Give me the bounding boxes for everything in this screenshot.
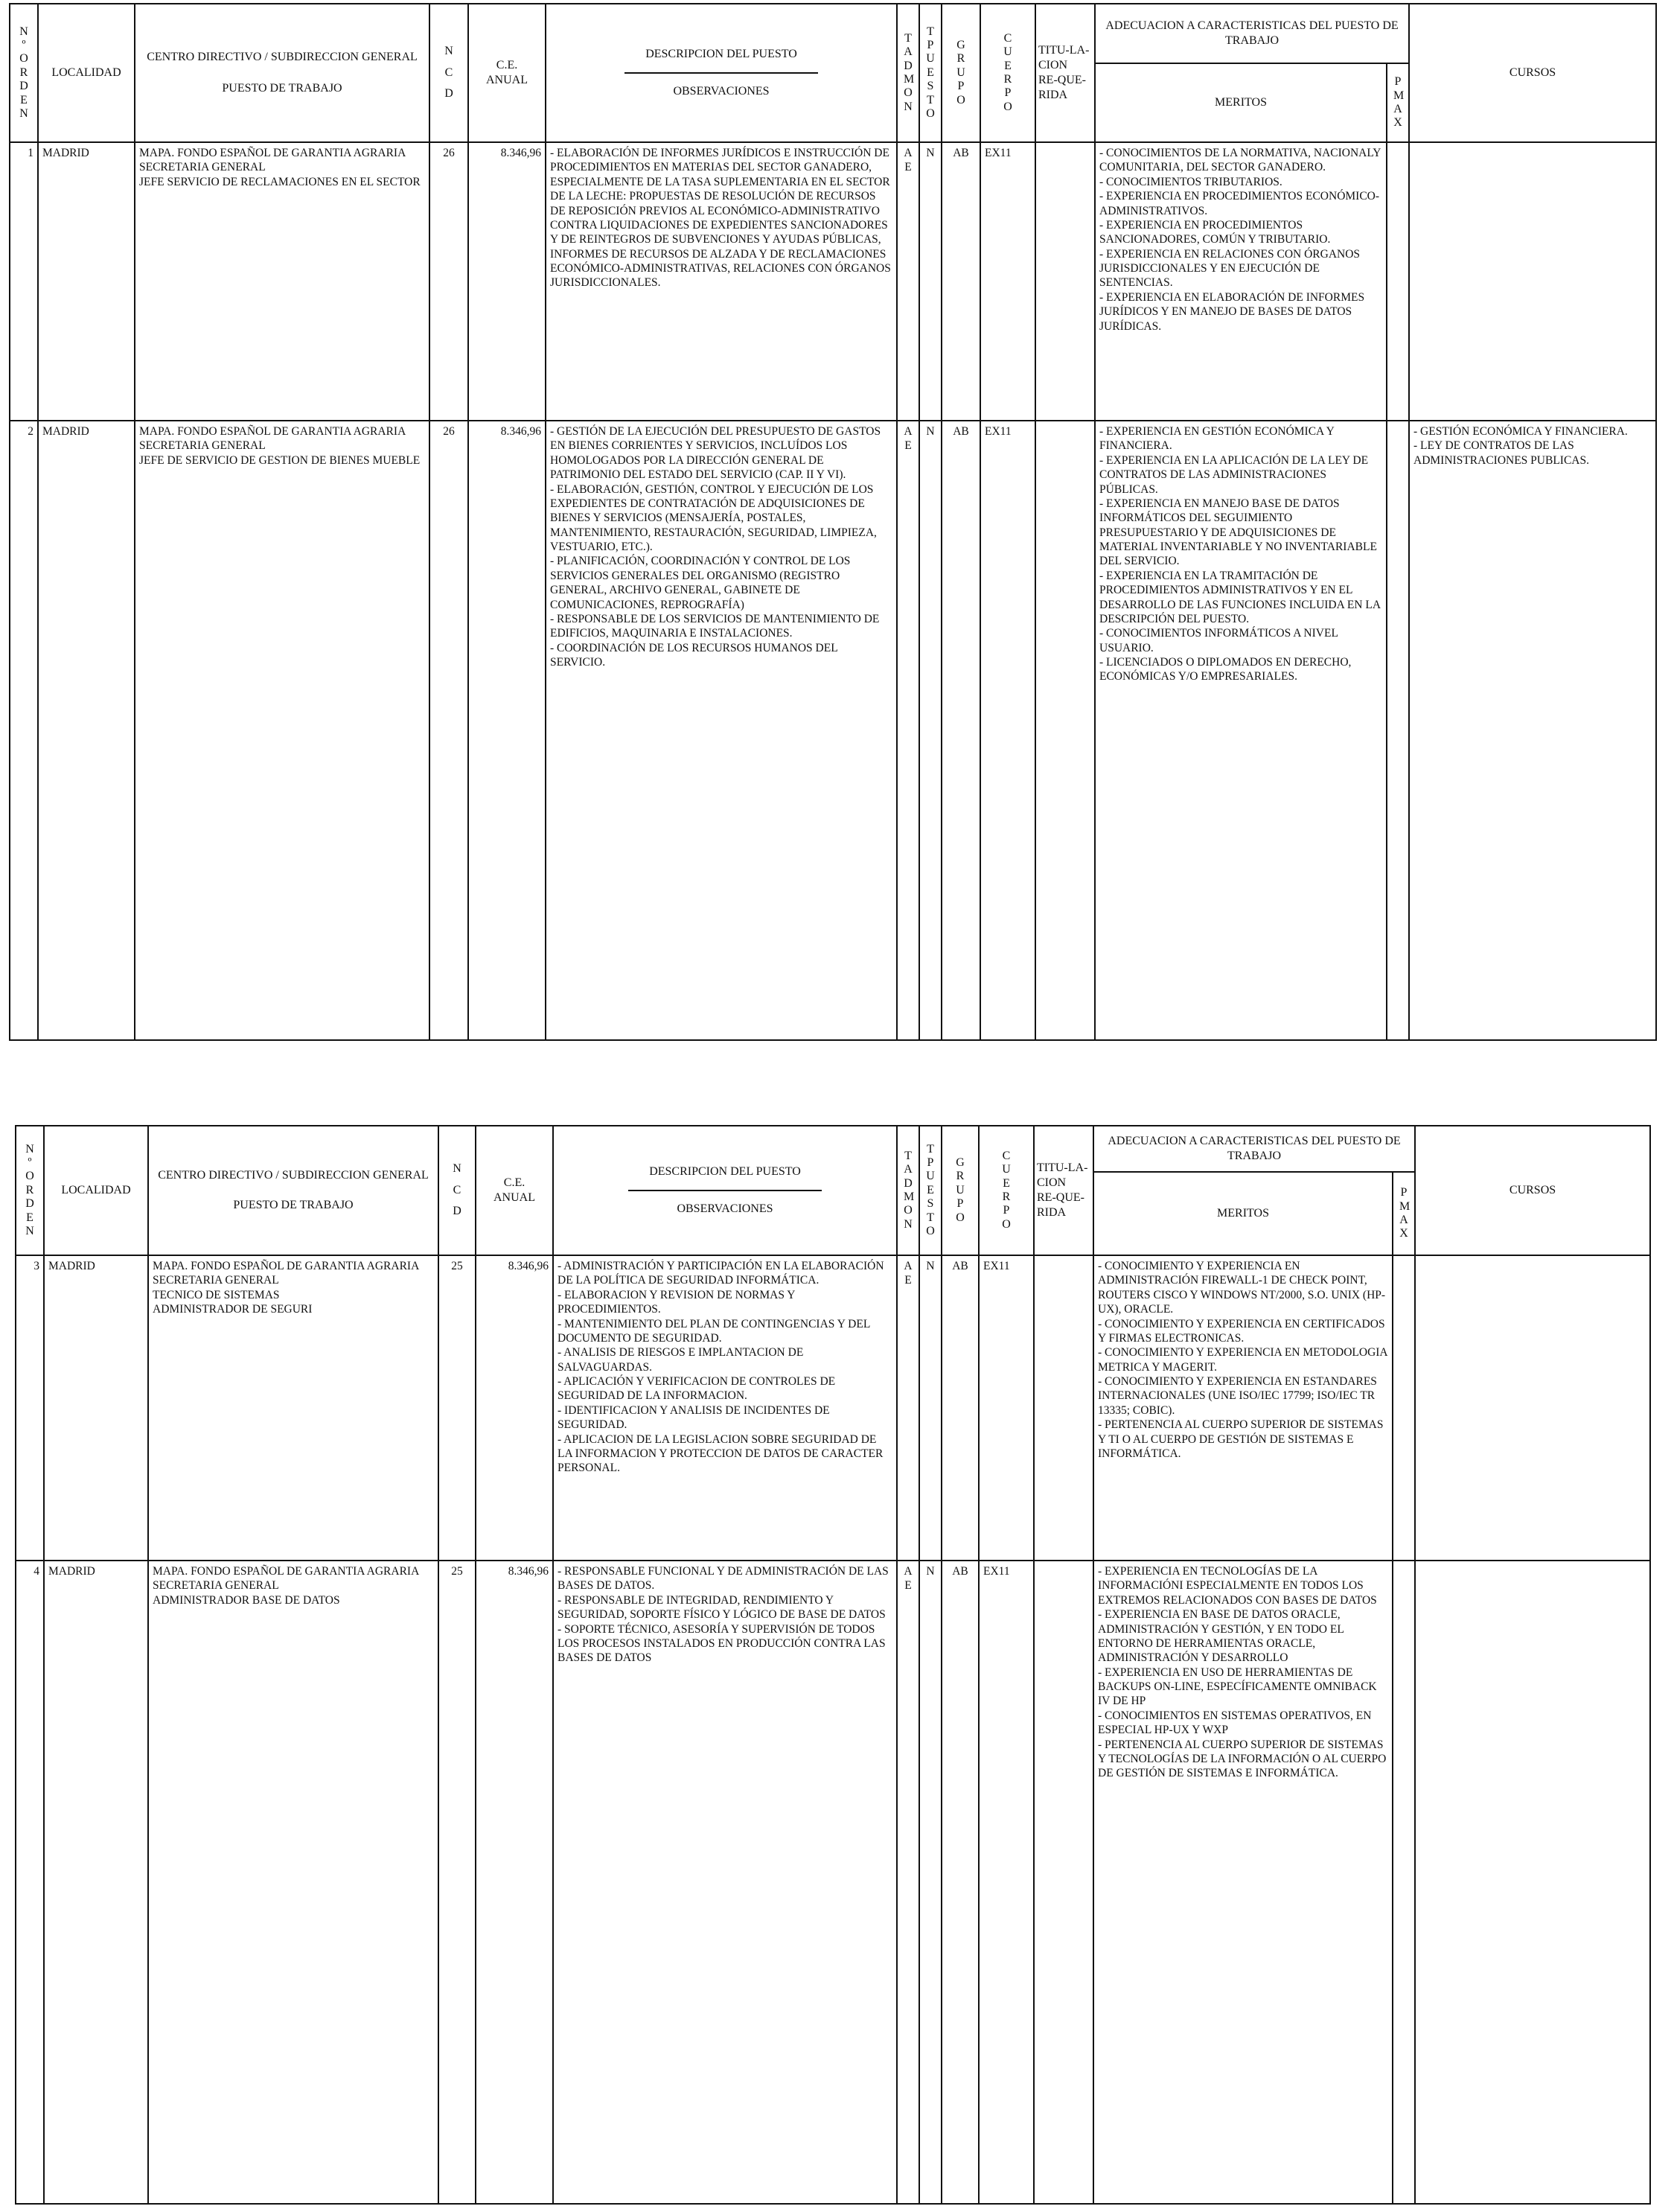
header-ce-label: C.E.: [496, 59, 518, 71]
row-grupo: AB: [942, 1255, 979, 1561]
row-ce: 8.346,96: [476, 1561, 553, 2204]
header-meritos: MERITOS: [1095, 63, 1387, 142]
row-pmax: [1387, 421, 1409, 1040]
row-grupo: AB: [942, 1561, 979, 2204]
row-cuerpo: EX11: [980, 421, 1035, 1040]
row-meritos: - EXPERIENCIA EN TECNOLOGÍAS DE LA INFORMACIÓNI ESPECIALMENTE EN TODOS LOS EXTREMOS RELACIONADOS CON BASES DE DATOS - EXPERIENCIA EN BASE DE DATOS ORACLE, ADMINISTRACIÓN Y GESTIÓN, Y EN TODO EL ENTORNO DE HERRAMIENTAS ORACLE, ADMINISTRACIÓN Y DESARROLLO - EXPERIENCIA EN USO DE HERRAMIENTAS DE BACKUPS ON-LINE, ESPECÍFICAMENTE OMNIBACK IV DE HP - CONOCIMIENTOS EN SISTEMAS OPERATIVOS, EN ESPECIAL HP-UX Y WXP - PERTENENCIA AL CUERPO SUPERIOR DE SISTEMAS Y TECNOLOGÍAS DE LA INFORMACIÓN O AL CUERPO DE GESTIÓN DE SISTEMAS E INFORMÁTICA.: [1093, 1561, 1393, 2204]
row-meritos: - CONOCIMIENTO Y EXPERIENCIA EN ADMINISTRACIÓN FIREWALL-1 DE CHECK POINT, ROUTERS CISCO Y WINDOWS NT/2000, S.O. UNIX (HP-UX), ORACLE. - CONOCIMIENTO Y EXPERIENCIA EN CERTIFICADOS Y FIRMAS ELECTRONICAS. - CONOCIMIENTO Y EXPERIENCIA EN METODOLOGIA METRICA Y MAGERIT. - CONOCIMIENTO Y EXPERIENCIA EN ESTANDARES INTERNACIONALES (UNE ISO/IEC 17799; ISO/IEC TR 13335; COBIC). - PERTENENCIA AL CUERPO SUPERIOR DE SISTEMAS Y TI O AL CUERPO DE GESTIÓN DE SISTEMAS E INFORMÁTICA.: [1093, 1255, 1393, 1561]
row-meritos: - EXPERIENCIA EN GESTIÓN ECONÓMICA Y FINANCIERA. - EXPERIENCIA EN LA APLICACIÓN DE LA LEY DE CONTRATOS DE LAS ADMINISTRACIONES PÚBLICAS. - EXPERIENCIA EN MANEJO BASE DE DATOS INFORMÁTICOS DEL SEGUIMIENTO PRESUPUESTARIO Y DE ADQUISICIONES DE MATERIAL INVENTARIABLE Y NO INVENTARIABLE DEL SERVICIO. - EXPERIENCIA EN LA TRAMITACIÓN DE PROCEDIMIENTOS ADMINISTRATIVOS Y EN EL DESARROLLO DE LAS FUNCIONES INCLUIDA EN LA DESCRIPCIÓN DEL PUESTO. - CONOCIMIENTOS INFORMÁTICOS A NIVEL USUARIO. - LICENCIADOS O DIPLOMADOS EN DERECHO, ECONÓMICAS Y/O EMPRESARIALES.: [1095, 421, 1387, 1040]
header-tadmon: TADMON: [897, 1126, 919, 1255]
header-orden: NºORDEN: [10, 4, 38, 142]
row-ce: 8.346,96: [476, 1255, 553, 1561]
header-descripcion-label: DESCRIPCION DEL PUESTO: [645, 48, 797, 60]
row-orden: 4: [16, 1561, 44, 2204]
row-tpuesto: N: [919, 1561, 942, 2204]
header-ce-anual: ANUAL: [493, 1191, 535, 1204]
row-pmax: [1393, 1255, 1415, 1561]
row-tpuesto: N: [919, 421, 942, 1040]
header-ce: [468, 4, 546, 142]
row-pmax: [1393, 1561, 1415, 2204]
row-cuerpo: EX11: [980, 142, 1035, 421]
row-localidad: MADRID: [44, 1561, 148, 2204]
job-table-2: [15, 1125, 1651, 2205]
header-puesto-label: PUESTO DE TRABAJO: [233, 1199, 354, 1211]
row-titulacion: [1034, 1255, 1093, 1561]
header-ncd: NCD: [429, 4, 468, 142]
row-ncd: 25: [438, 1561, 476, 2204]
row-cursos: [1409, 142, 1656, 421]
row-descripcion: - ELABORACIÓN DE INFORMES JURÍDICOS E INSTRUCCIÓN DE PROCEDIMIENTOS EN MATERIAS DEL SECTOR GANADERO, ESPECIALMENTE DE LA TASA SUPLEMENTARIA EN EL SECTOR DE LA LECHE: PROPUESTAS DE RESOLUCIÓN DE RECURSOS DE REPOSICIÓN PREVIOS AL ECONÓMICO-ADMINISTRATIVO CONTRA LIQUIDACIONES DE EXPEDIENTES SANCIONADORES Y DE REINTEGROS DE SUBVENCIONES Y AYUDAS PÚBLICAS, INFORMES DE RECURSOS DE ALZADA Y DE RECLAMACIONES ECONÓMICO-ADMINISTRATIVAS, RELACIONES CON ÓRGANOS JURISDICCIONALES.: [546, 142, 897, 421]
row-orden: 3: [16, 1255, 44, 1561]
row-orden: 2: [10, 421, 38, 1040]
header-orden: NºORDEN: [16, 1126, 44, 1255]
row-descripcion: - RESPONSABLE FUNCIONAL Y DE ADMINISTRACIÓN DE LAS BASES DE DATOS. - RESPONSABLE DE INTEGRIDAD, RENDIMIENTO Y SEGURIDAD, SOPORTE FÍSICO Y LÓGICO DE BASE DE DATOS - SOPORTE TÉCNICO, ASESORÍA Y SUPERVISIÓN DE TODOS LOS PROCESOS INSTALADOS EN PRODUCCIÓN CONTRA LAS BASES DE DATOS: [553, 1561, 897, 2204]
header-cursos: CURSOS: [1409, 4, 1656, 142]
header-pmax: PMAX: [1393, 1172, 1415, 1255]
table-row: [16, 1255, 1650, 1561]
header-divider: [628, 1190, 822, 1191]
row-localidad: MADRID: [38, 421, 135, 1040]
header-tadmon: TADMON: [897, 4, 919, 142]
job-table-1: [9, 3, 1657, 1041]
header-cuerpo: CUERPO: [979, 1126, 1034, 1255]
header-titulacion: [1034, 1126, 1093, 1255]
header-titulacion: [1035, 4, 1095, 142]
row-descripcion: - ADMINISTRACIÓN Y PARTICIPACIÓN EN LA ELABORACIÓN DE LA POLÍTICA DE SEGURIDAD INFORMÁTICA. - ELABORACION Y REVISION DE NORMAS Y PROCEDIMIENTOS. - MANTENIMIENTO DEL PLAN DE CONTINGENCIAS Y DEL DOCUMENTO DE SEGURIDAD. - ANALISIS DE RIESGOS E IMPLANTACION DE SALVAGUARDAS. - APLICACIÓN Y VERIFICACION DE CONTROLES DE SEGURIDAD DE LA INFORMACION. - IDENTIFICACION Y ANALISIS DE INCIDENTES DE SEGURIDAD. - APLICACION DE LA LEGISLACION SOBRE SEGURIDAD DE LA INFORMACION Y PROTECCION DE DATOS DE CARACTER PERSONAL.: [553, 1255, 897, 1561]
row-ncd: 26: [429, 421, 468, 1040]
row-cuerpo: EX11: [979, 1255, 1034, 1561]
row-titulacion: [1034, 1561, 1093, 2204]
row-pmax: [1387, 142, 1409, 421]
row-centro: MAPA. FONDO ESPAÑOL DE GARANTIA AGRARIA SECRETARIA GENERAL ADMINISTRADOR BASE DE DATOS: [148, 1561, 438, 2204]
header-centro-label: CENTRO DIRECTIVO / SUBDIRECCION GENERAL: [147, 51, 418, 63]
header-ce: [476, 1126, 553, 1255]
header-localidad: LOCALIDAD: [44, 1126, 148, 1255]
header-centro: [135, 4, 429, 142]
table-row: [16, 1561, 1650, 2204]
row-titulacion: [1035, 421, 1095, 1040]
row-cursos: [1415, 1255, 1650, 1561]
row-tadmon: AE: [897, 142, 919, 421]
header-cursos: CURSOS: [1415, 1126, 1650, 1255]
header-descripcion: [546, 4, 897, 142]
row-tpuesto: N: [919, 1255, 942, 1561]
header-ce-anual: ANUAL: [486, 74, 528, 86]
header-divider: [624, 72, 818, 74]
row-titulacion: [1035, 142, 1095, 421]
row-tpuesto: N: [919, 142, 942, 421]
header-titulacion-label: TITU-LA-CION: [1038, 44, 1090, 71]
header-ncd: NCD: [438, 1126, 476, 1255]
row-cursos: - GESTIÓN ECONÓMICA Y FINANCIERA. - LEY DE CONTRATOS DE LAS ADMINISTRACIONES PUBLICAS.: [1409, 421, 1656, 1040]
header-grupo: GRUPO: [942, 4, 980, 142]
header-localidad: LOCALIDAD: [38, 4, 135, 142]
row-cuerpo: EX11: [979, 1561, 1034, 2204]
header-observaciones-label: OBSERVACIONES: [677, 1202, 773, 1215]
table-row: [10, 142, 1656, 421]
row-localidad: MADRID: [44, 1255, 148, 1561]
header-observaciones-label: OBSERVACIONES: [673, 85, 770, 98]
row-descripcion: - GESTIÓN DE LA EJECUCIÓN DEL PRESUPUESTO DE GASTOS EN BIENES CORRIENTES Y SERVICIOS, INCLUÍDOS LOS HOMOLOGADOS POR LA DIRECCIÓN GENERAL DE PATRIMONIO DEL ESTADO DEL SERVICIO (CAP. II Y VI). - ELABORACIÓN, GESTIÓN, CONTROL Y EJECUCIÓN DE LOS EXPEDIENTES DE CONTRATACIÓN DE ADQUISICIONES DE BIENES Y SERVICIOS (MENSAJERÍA, POSTALES, MANTENIMIENTO, RESTAURACIÓN, SEGURIDAD, LIMPIEZA, VESTUARIO, ETC.). - PLANIFICACIÓN, COORDINACIÓN Y CONTROL DE LOS SERVICIOS GENERALES DEL ORGANISMO (REGISTRO GENERAL, ARCHIVO GENERAL, GABINETE DE COMUNICACIONES, REPROGRAFÍA) - RESPONSABLE DE LOS SERVICIOS DE MANTENIMIENTO DE EDIFICIOS, MAQUINARIA E INSTALACIONES. - COORDINACIÓN DE LOS RECURSOS HUMANOS DEL SERVICIO.: [546, 421, 897, 1040]
row-tadmon: AE: [897, 421, 919, 1040]
header-tpuesto: TPUESTO: [919, 4, 942, 142]
row-ce: 8.346,96: [468, 142, 546, 421]
row-grupo: AB: [942, 142, 980, 421]
header-tpuesto: TPUESTO: [919, 1126, 942, 1255]
header-ce-label: C.E.: [503, 1176, 525, 1189]
row-localidad: MADRID: [38, 142, 135, 421]
row-centro: MAPA. FONDO ESPAÑOL DE GARANTIA AGRARIA SECRETARIA GENERAL TECNICO DE SISTEMAS ADMINISTRADOR DE SEGURI: [148, 1255, 438, 1561]
header-requerida-label: RE-QUE-RIDA: [1037, 1191, 1084, 1219]
row-meritos: - CONOCIMIENTOS DE LA NORMATIVA, NACIONALY COMUNITARIA, DEL SECTOR GANADERO. - CONOCIMIENTOS TRIBUTARIOS. - EXPERIENCIA EN PROCEDIMIENTOS ECONÓMICO-ADMINISTRATIVOS. - EXPERIENCIA EN PROCEDIMIENTOS SANCIONADORES, COMÚN Y TRIBUTARIO. - EXPERIENCIA EN RELACIONES CON ÓRGANOS JURISDICCIONALES Y EN EJECUCIÓN DE SENTENCIAS. - EXPERIENCIA EN ELABORACIÓN DE INFORMES JURÍDICOS Y EN MANEJO DE BASES DE DATOS JURÍDICAS.: [1095, 142, 1387, 421]
header-requerida-label: RE-QUE-RIDA: [1038, 74, 1086, 101]
row-centro: MAPA. FONDO ESPAÑOL DE GARANTIA AGRARIA SECRETARIA GENERAL JEFE SERVICIO DE RECLAMACIONES EN EL SECTOR: [135, 142, 429, 421]
header-cuerpo: CUERPO: [980, 4, 1035, 142]
header-adecuacion: ADECUACION A CARACTERISTICAS DEL PUESTO DE TRABAJO: [1095, 4, 1409, 63]
row-tadmon: AE: [897, 1561, 919, 2204]
header-centro-label: CENTRO DIRECTIVO / SUBDIRECCION GENERAL: [158, 1169, 429, 1182]
row-ncd: 26: [429, 142, 468, 421]
header-puesto-label: PUESTO DE TRABAJO: [222, 82, 342, 95]
row-orden: 1: [10, 142, 38, 421]
row-cursos: [1415, 1561, 1650, 2204]
row-ncd: 25: [438, 1255, 476, 1561]
header-descripcion-label: DESCRIPCION DEL PUESTO: [649, 1165, 801, 1178]
table-row: [10, 421, 1656, 1040]
row-tadmon: AE: [897, 1255, 919, 1561]
row-ce: 8.346,96: [468, 421, 546, 1040]
row-centro: MAPA. FONDO ESPAÑOL DE GARANTIA AGRARIA SECRETARIA GENERAL JEFE DE SERVICIO DE GESTION DE BIENES MUEBLE: [135, 421, 429, 1040]
header-meritos: MERITOS: [1093, 1172, 1393, 1255]
row-grupo: AB: [942, 421, 980, 1040]
header-descripcion: [553, 1126, 897, 1255]
header-grupo: GRUPO: [942, 1126, 979, 1255]
header-pmax: PMAX: [1387, 63, 1409, 142]
header-adecuacion: ADECUACION A CARACTERISTICAS DEL PUESTO DE TRABAJO: [1093, 1126, 1415, 1172]
header-centro: [148, 1126, 438, 1255]
header-titulacion-label: TITU-LA-CION: [1037, 1161, 1088, 1189]
